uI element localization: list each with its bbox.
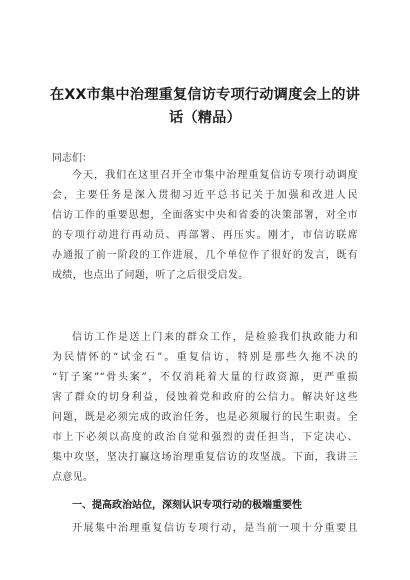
paragraph-line: 的专项行动进行再动员、再部署、再压实。刚才，市信访联席 bbox=[52, 230, 358, 241]
paragraph-line: 问题，既是必须完成的政治任务，也是必须履行的民生职责。全 bbox=[52, 412, 358, 423]
paragraph-line: 为民情怀的“试金石”。重复信访，特别是那些久拖不决的 bbox=[52, 352, 358, 363]
paragraph-line: 点意见。 bbox=[52, 472, 94, 483]
paragraph-line: 信访工作是送上门来的群众工作，是检验我们执政能力和 bbox=[72, 332, 358, 343]
paragraph-line: 市上下必须以高度的政治自觉和强烈的责任担当，下定决心、 bbox=[52, 432, 358, 443]
paragraph-line: 害了群众的切身利益，侵蚀着党和政府的公信力。解决好这些 bbox=[52, 392, 358, 403]
paragraph-line: 集中攻坚，坚决打赢这场治理重复信访的攻坚战。下面，我讲三 bbox=[52, 452, 358, 463]
paragraph-line: 今天，我们在这里召开全市集中治理重复信访专项行动调度 bbox=[72, 170, 358, 181]
paragraph-3-line: 开展集中治理重复信访专项行动，是当前一项十分重要且 bbox=[72, 523, 358, 534]
paragraph-line: 信访工作的重要思想，全面落实中央和省委的决策部署，对全市 bbox=[52, 210, 358, 221]
salutation: 同志们： bbox=[52, 153, 92, 164]
document-title bbox=[40, 84, 370, 130]
paragraph-line: “钉子案”“骨头案”，不仅消耗着大量的行政资源，更严重损 bbox=[52, 372, 358, 383]
paragraph-1 bbox=[52, 166, 358, 286]
paragraph-line: 办通报了前一阶段的工作进展，几个单位作了很好的发言，既有 bbox=[52, 250, 358, 261]
title-line-2: 话（精品） bbox=[169, 110, 241, 126]
title-line-1: 在XX市集中治理重复信访专项行动调度会上的讲 bbox=[49, 87, 361, 103]
paragraph-line: 会，主要任务是深入贯彻习近平总书记关于加强和改进人民 bbox=[52, 190, 358, 201]
paragraph-2 bbox=[52, 328, 358, 488]
section-heading-1: 一、提高政治站位，深刻认识专项行动的极端重要性 bbox=[72, 500, 302, 511]
paragraph-line: 成绩，也点出了问题，听了之后很受启发。 bbox=[52, 270, 249, 281]
